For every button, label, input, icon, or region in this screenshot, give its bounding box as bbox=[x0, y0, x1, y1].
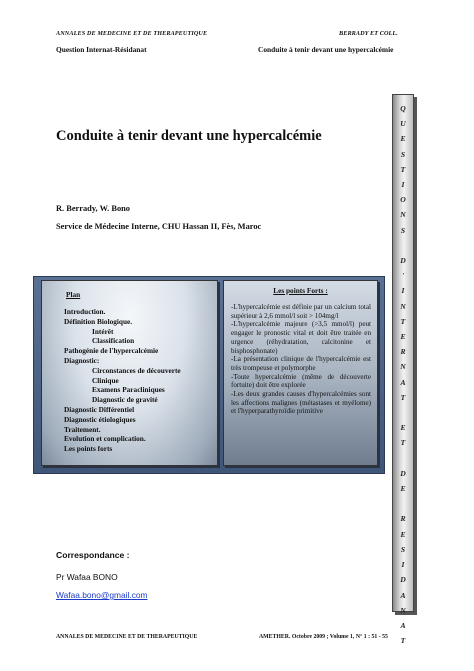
plan-item: Pathogénie de l'hypercalcémie bbox=[64, 346, 159, 356]
plan-item: Diagnostic de gravité bbox=[92, 395, 158, 405]
side-banner-letter: N bbox=[400, 301, 406, 311]
footer-citation: AMETHER. Octobre 2009 ; Volume 1, N° 1 : 51 - 55 bbox=[259, 634, 388, 640]
affiliation: Service de Médecine Interne, CHU Hassan II, Fès, Maroc bbox=[56, 222, 262, 231]
key-point: -La présentation clinique de l'hypercalcémie est très trompeuse et polymorphe bbox=[231, 355, 371, 372]
plan-item: Diagnostic Différentiel bbox=[64, 404, 135, 414]
side-banner-letter: N bbox=[400, 210, 406, 220]
footer-journal: ANNALES DE MEDECINE ET DE THERAPEUTIQUE bbox=[56, 634, 198, 640]
side-banner-text bbox=[393, 101, 413, 648]
side-banner-letter: T bbox=[400, 438, 406, 448]
side-banner-letter: E bbox=[400, 423, 406, 433]
correspondence-title: Correspondance : bbox=[56, 550, 130, 560]
plan-item: Clinique bbox=[92, 375, 119, 385]
side-banner-letter: S bbox=[400, 225, 406, 235]
side-banner-letter: R bbox=[400, 514, 406, 524]
key-point: -L'hypercalcémie majeure (>3,5 mmol/l) peut engager le pronostic vital et doit être traitée en urgence (réhydratation, calcitonine et bisphosphonate) bbox=[231, 320, 371, 355]
side-banner-letter: T bbox=[400, 636, 406, 646]
plan-item: Evolution et complication. bbox=[64, 434, 146, 444]
key-point: -Les deux grandes causes d'hypercalcémies sont les affections malignes (métastases et myélome) et l'hyperparathyroïdie primitive bbox=[231, 390, 371, 416]
side-banner-letter: E bbox=[400, 529, 406, 539]
plan-item: Les points forts bbox=[64, 444, 113, 454]
plan-list bbox=[64, 307, 181, 454]
side-banner-letter: I bbox=[401, 560, 405, 570]
side-banner-letter bbox=[393, 238, 413, 253]
side-banner-letter: T bbox=[400, 316, 406, 326]
side-banner-letter: D bbox=[400, 575, 406, 585]
running-title: Conduite à tenir devant une hypercalcémie bbox=[258, 45, 394, 54]
article-title: Conduite à tenir devant une hypercalcémie bbox=[56, 128, 322, 144]
side-banner-letter: I bbox=[401, 286, 405, 296]
side-banner-letter bbox=[393, 496, 413, 511]
side-banner-letter: S bbox=[400, 544, 406, 554]
side-banner-letter: A bbox=[400, 377, 406, 387]
side-banner-letter: Q bbox=[400, 104, 406, 113]
plan-item: Intérêt bbox=[92, 326, 114, 336]
key-points-box bbox=[223, 280, 378, 466]
side-banner-letter: N bbox=[400, 362, 406, 372]
side-banner-letter: O bbox=[400, 195, 406, 205]
side-banner-letter: T bbox=[400, 164, 406, 174]
side-banner-letter: E bbox=[400, 332, 406, 342]
side-banner-letter: D bbox=[400, 468, 406, 478]
side-banner-letter: U bbox=[400, 119, 406, 129]
plan-item: Introduction. bbox=[64, 307, 106, 316]
side-banner-letter: T bbox=[400, 392, 406, 402]
plan-item: Examens Paracliniques bbox=[92, 385, 165, 395]
key-points-title: Les points Forts : bbox=[273, 286, 328, 295]
journal-header: ANNALES DE MEDECINE ET DE THERAPEUTIQUE bbox=[56, 30, 208, 37]
key-point: -Toute hypercalcémie (même de découverte fortuite) doit être explorée bbox=[231, 372, 371, 390]
article-authors: R. Berrady, W. Bono bbox=[56, 204, 130, 213]
side-banner bbox=[392, 94, 414, 646]
key-points-list bbox=[231, 303, 371, 416]
side-banner-letter bbox=[393, 405, 413, 420]
plan-item: Diagnostic étiologiques bbox=[64, 414, 136, 424]
plan-item: Traitement. bbox=[64, 424, 101, 434]
plan-item: Circonstances de découverte bbox=[92, 365, 181, 375]
side-banner-letter: S bbox=[400, 149, 406, 159]
side-banner-letter bbox=[393, 451, 413, 466]
key-point: -L'hypercalcémie est définie par un calcium total supérieur à 2,6 mmol/l soit > 104mg/l bbox=[231, 303, 371, 320]
side-banner-letter: D bbox=[400, 256, 406, 266]
side-banner-letter: I bbox=[401, 180, 405, 190]
correspondence-email-link[interactable]: Wafaa.bono@gmail.com bbox=[56, 590, 148, 600]
side-banner-letter: E bbox=[400, 484, 406, 494]
plan-box bbox=[41, 280, 218, 466]
side-banner-letter: R bbox=[400, 347, 406, 357]
side-banner-letter: N bbox=[400, 605, 406, 615]
side-banner-letter: A bbox=[400, 590, 406, 600]
section-label: Question Internat-Résidanat bbox=[56, 45, 147, 54]
side-banner-letter: ' bbox=[401, 271, 405, 281]
authors-header: BERRADY ET COLL. bbox=[339, 30, 398, 37]
plan-item: Classification bbox=[92, 336, 135, 346]
side-banner-letter: E bbox=[400, 134, 406, 144]
plan-item: Définition Biologique. bbox=[64, 316, 133, 326]
plan-title: Plan bbox=[66, 290, 81, 299]
side-banner-letter: A bbox=[400, 620, 406, 630]
correspondence-name: Pr Wafaa BONO bbox=[56, 572, 118, 582]
plan-item: Diagnostic: bbox=[64, 355, 100, 365]
